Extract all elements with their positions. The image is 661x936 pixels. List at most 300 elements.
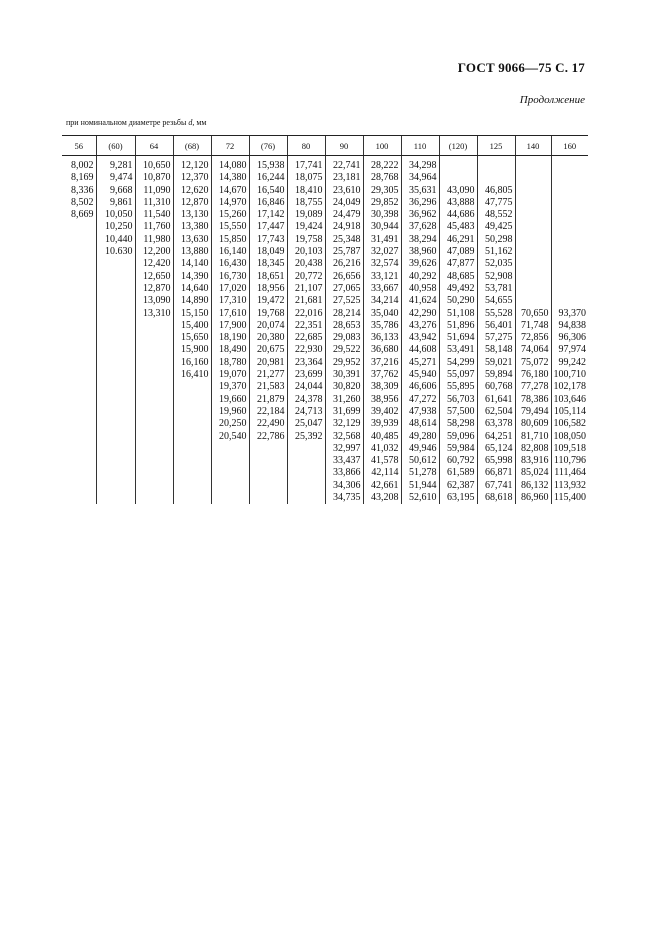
table-cell: 57,500: [439, 406, 477, 418]
table-cell: 13,880: [173, 246, 211, 258]
table-cell: 22,016: [287, 308, 325, 320]
table-header-row: [62, 136, 588, 156]
table-cell: [477, 156, 515, 173]
table-cell: 43,208: [363, 492, 401, 504]
table-row: [62, 332, 588, 344]
table-row: [62, 357, 588, 369]
table-cell: 43,888: [439, 197, 477, 209]
table-cell: 41,032: [363, 443, 401, 455]
table-cell: [211, 455, 249, 467]
table-cell: 21,681: [287, 295, 325, 307]
column-header: 72: [211, 136, 249, 156]
table-cell: 11,090: [135, 185, 173, 197]
table-cell: [515, 234, 551, 246]
table-cell: 51,108: [439, 308, 477, 320]
table-cell: [287, 467, 325, 479]
table-cell: [173, 431, 211, 443]
table-cell: [135, 381, 173, 393]
table-cell: 15,900: [173, 344, 211, 356]
table-cell: 83,916: [515, 455, 551, 467]
column-header: (120): [439, 136, 477, 156]
table-cell: 81,710: [515, 431, 551, 443]
table-cell: [249, 443, 287, 455]
table-cell: 20,103: [287, 246, 325, 258]
table-cell: 27,525: [325, 295, 363, 307]
table-cell: [287, 492, 325, 504]
table-row: [62, 394, 588, 406]
table-cell: 60,792: [439, 455, 477, 467]
table-cell: [96, 492, 135, 504]
table-cell: 56,401: [477, 320, 515, 332]
table-cell: 17,020: [211, 283, 249, 295]
table-cell: 74,064: [515, 344, 551, 356]
table-cell: [135, 431, 173, 443]
table-cell: [62, 357, 96, 369]
table-cell: [515, 258, 551, 270]
table-cell: [135, 480, 173, 492]
table-cell: 12,370: [173, 172, 211, 184]
table-cell: 105,114: [551, 406, 588, 418]
table-cell: 59,894: [477, 369, 515, 381]
table-row: [62, 246, 588, 258]
table-cell: [62, 221, 96, 233]
table-cell: 32,027: [363, 246, 401, 258]
table-cell: 19,960: [211, 406, 249, 418]
table-cell: 22,184: [249, 406, 287, 418]
table-cell: 39,402: [363, 406, 401, 418]
table-cell: 82,808: [515, 443, 551, 455]
table-cell: [135, 320, 173, 332]
table-cell: 102,178: [551, 381, 588, 393]
table-cell: [173, 406, 211, 418]
table-row: [62, 467, 588, 479]
table-cell: 47,272: [401, 394, 439, 406]
table-cell: 51,162: [477, 246, 515, 258]
table-cell: 61,589: [439, 467, 477, 479]
table-cell: 20,250: [211, 418, 249, 430]
table-cell: 94,838: [551, 320, 588, 332]
table-cell: 24,378: [287, 394, 325, 406]
table-cell: 59,021: [477, 357, 515, 369]
table-cell: 13,130: [173, 209, 211, 221]
table-cell: 28,214: [325, 308, 363, 320]
table-cell: [96, 308, 135, 320]
table-cell: [173, 480, 211, 492]
column-header: 125: [477, 136, 515, 156]
table-cell: 52,035: [477, 258, 515, 270]
table-cell: 53,491: [439, 344, 477, 356]
table-cell: 16,244: [249, 172, 287, 184]
table-cell: 36,962: [401, 209, 439, 221]
table-cell: 8,336: [71, 184, 94, 196]
table-cell: 51,944: [401, 480, 439, 492]
column-header: 160: [551, 136, 588, 156]
table-cell: [62, 283, 96, 295]
table-cell: 21,583: [249, 381, 287, 393]
table-cell: 30,944: [363, 221, 401, 233]
table-row: [62, 295, 588, 307]
table-cell: 17,310: [211, 295, 249, 307]
table-cell: [135, 332, 173, 344]
table-cell: 46,805: [477, 185, 515, 197]
table-cell: 43,942: [401, 332, 439, 344]
table-cell: 44,608: [401, 344, 439, 356]
table-cell: [62, 394, 96, 406]
table-cell: [515, 197, 551, 209]
table-row: [62, 431, 588, 443]
table-cell: 57,275: [477, 332, 515, 344]
table-cell: [62, 406, 96, 418]
table-row: [62, 480, 588, 492]
table-cell: 25,348: [325, 234, 363, 246]
table-row: [62, 308, 588, 320]
table-cell: 14,080: [211, 156, 249, 173]
table-cell: 34,298: [401, 156, 439, 173]
table-cell: 20,074: [249, 320, 287, 332]
table-cell: 18,345: [249, 258, 287, 270]
table-cell: 22,685: [287, 332, 325, 344]
page-header-title: ГОСТ 9066—75 С. 17: [457, 60, 585, 75]
table-cell: 46,291: [439, 234, 477, 246]
table-cell: 77,278: [515, 381, 551, 393]
table-cell: 35,631: [401, 185, 439, 197]
column-header: 80: [287, 136, 325, 156]
table-cell: [62, 234, 96, 246]
table-cell: 14,640: [173, 283, 211, 295]
table-cell: 60,768: [477, 381, 515, 393]
table-cell: 96,306: [551, 332, 588, 344]
table-cell: 12,650: [135, 271, 173, 283]
table-cell: 52,610: [401, 492, 439, 504]
table-cell: [96, 369, 135, 381]
table-cell: [515, 283, 551, 295]
table-cell: 18,651: [249, 271, 287, 283]
table-cell: [211, 480, 249, 492]
column-header: 90: [325, 136, 363, 156]
table-cell: [62, 308, 96, 320]
table-cell: 22,930: [287, 344, 325, 356]
table-cell: [62, 320, 96, 332]
table-cell: 30,398: [363, 209, 401, 221]
table-cell: 17,447: [249, 221, 287, 233]
table-cell: 37,762: [363, 369, 401, 381]
table-cell: [96, 295, 135, 307]
table-cell: [211, 467, 249, 479]
column-header: 140: [515, 136, 551, 156]
table-cell: 8,002: [71, 160, 94, 171]
table-cell: 70,650: [515, 308, 551, 320]
column-header: 110: [401, 136, 439, 156]
table-cell: 63,378: [477, 418, 515, 430]
table-cell: 31,260: [325, 394, 363, 406]
table-cell: 18,075: [287, 172, 325, 184]
table-cell: [515, 246, 551, 258]
table-cell: 19,424: [287, 221, 325, 233]
continuation-label: Продолжение: [519, 94, 585, 106]
table-cell: 25,787: [325, 246, 363, 258]
table-cell: [96, 418, 135, 430]
table-cell: 18,956: [249, 283, 287, 295]
table-cell: 19,370: [211, 381, 249, 393]
table-cell: 47,089: [439, 246, 477, 258]
table-cell: 15,650: [173, 332, 211, 344]
table-cell: [96, 406, 135, 418]
table-cell: [287, 480, 325, 492]
table-cell: 51,278: [401, 467, 439, 479]
table-cell: 50,298: [477, 234, 515, 246]
table-cell: 14,890: [173, 295, 211, 307]
table-cell: 16,730: [211, 271, 249, 283]
table-cell: 12,870: [173, 197, 211, 209]
table-cell: [515, 156, 551, 173]
table-cell: 16,410: [173, 369, 211, 381]
table-cell: 15,850: [211, 234, 249, 246]
table-cell: 40,958: [401, 283, 439, 295]
table-cell: 12,200: [135, 246, 173, 258]
table-cell: 18,410: [287, 185, 325, 197]
table-row: [62, 344, 588, 356]
table-cell: [173, 443, 211, 455]
table-cell: 11,760: [135, 221, 173, 233]
table-cell: 53,781: [477, 283, 515, 295]
table-cell: 42,114: [363, 467, 401, 479]
table-cell: 39,626: [401, 258, 439, 270]
table-cell: 17,741: [287, 156, 325, 173]
table-cell: 34,735: [325, 492, 363, 504]
table-cell: 15,150: [173, 308, 211, 320]
table-cell: 36,680: [363, 344, 401, 356]
table-cell: 19,089: [287, 209, 325, 221]
table-cell: 16,846: [249, 197, 287, 209]
caption-unit: , мм: [192, 118, 207, 127]
table-cell: 54,655: [477, 295, 515, 307]
table-cell: 18,190: [211, 332, 249, 344]
table-cell: 62,504: [477, 406, 515, 418]
table-cell: [96, 283, 135, 295]
table-cell: 61,641: [477, 394, 515, 406]
table-cell: [62, 467, 96, 479]
table-cell: 49,946: [401, 443, 439, 455]
table-cell: [62, 455, 96, 467]
table-cell: 15,550: [211, 221, 249, 233]
table-cell: 19,472: [249, 295, 287, 307]
table-cell: [551, 172, 588, 184]
table-cell: 51,896: [439, 320, 477, 332]
table-row: [62, 197, 588, 209]
table-cell: 38,294: [401, 234, 439, 246]
table-cell: 64,251: [477, 431, 515, 443]
table-cell: 21,879: [249, 394, 287, 406]
table-cell: 20,380: [249, 332, 287, 344]
column-header: (68): [173, 136, 211, 156]
table-body: [62, 156, 588, 505]
table-row: [62, 418, 588, 430]
table-cell: 50,612: [401, 455, 439, 467]
table-cell: 14,970: [211, 197, 249, 209]
table-caption: [66, 118, 206, 127]
table-cell: 25,392: [287, 431, 325, 443]
table-cell: 16,160: [173, 357, 211, 369]
table-cell: [96, 357, 135, 369]
table-cell: [96, 467, 135, 479]
table-cell: 27,065: [325, 283, 363, 295]
table-cell: 32,574: [363, 258, 401, 270]
table-cell: [96, 431, 135, 443]
table-row: [62, 185, 588, 197]
table-row: [62, 221, 588, 233]
table-cell: 62,387: [439, 480, 477, 492]
table-cell: 37,216: [363, 357, 401, 369]
table-cell: [96, 480, 135, 492]
table-cell: [249, 467, 287, 479]
table-cell: 50,290: [439, 295, 477, 307]
table-cell: 58,148: [477, 344, 515, 356]
table-cell: [96, 344, 135, 356]
table-cell: 49,492: [439, 283, 477, 295]
table-cell: 9,474: [96, 172, 135, 184]
table-cell: 29,852: [363, 197, 401, 209]
table-cell: 12,620: [173, 185, 211, 197]
table-cell: [62, 246, 96, 258]
table-cell: 24,479: [325, 209, 363, 221]
table-cell: 14,380: [211, 172, 249, 184]
table-cell: 100,710: [551, 369, 588, 381]
table-cell: [96, 320, 135, 332]
table-cell: 10,440: [96, 234, 135, 246]
table-cell: 16,430: [211, 258, 249, 270]
table-cell: 17,900: [211, 320, 249, 332]
table-row: [62, 258, 588, 270]
table-cell: 65,124: [477, 443, 515, 455]
table-cell: 36,133: [363, 332, 401, 344]
table-cell: [135, 344, 173, 356]
table-cell: 86,132: [515, 480, 551, 492]
table-cell: 79,494: [515, 406, 551, 418]
table-cell: 80,609: [515, 418, 551, 430]
table-cell: [135, 455, 173, 467]
table-cell: [515, 172, 551, 184]
table-cell: [135, 394, 173, 406]
table-cell: 29,305: [363, 185, 401, 197]
table-cell: [515, 271, 551, 283]
table-cell: 18,490: [211, 344, 249, 356]
table-cell: 19,768: [249, 308, 287, 320]
table-cell: 31,699: [325, 406, 363, 418]
table-cell: 32,568: [325, 431, 363, 443]
table-cell: 13,380: [173, 221, 211, 233]
table-row: [62, 443, 588, 455]
table-cell: [62, 271, 96, 283]
table-cell: 18,755: [287, 197, 325, 209]
table-cell: [135, 406, 173, 418]
table-cell: 44,686: [439, 209, 477, 221]
table-row: [62, 234, 588, 246]
table-cell: 16,140: [211, 246, 249, 258]
table-cell: 52,908: [477, 271, 515, 283]
table-cell: 33,437: [325, 455, 363, 467]
table-cell: 36,296: [401, 197, 439, 209]
table-cell: 99,242: [551, 357, 588, 369]
table-cell: [249, 455, 287, 467]
table-cell: 18,780: [211, 357, 249, 369]
table-cell: 28,653: [325, 320, 363, 332]
table-cell: 55,895: [439, 381, 477, 393]
table-cell: [515, 209, 551, 221]
table-cell: 24,044: [287, 381, 325, 393]
table-cell: [439, 156, 477, 173]
table-cell: 20,772: [287, 271, 325, 283]
table-cell: 35,040: [363, 308, 401, 320]
table-cell: 63,195: [439, 492, 477, 504]
table-cell: 23,699: [287, 369, 325, 381]
table-cell: 15,938: [249, 156, 287, 173]
table-cell: 13,310: [135, 308, 173, 320]
table-row: [62, 455, 588, 467]
table-cell: 23,610: [325, 185, 363, 197]
table-cell: 10,050: [96, 209, 135, 221]
table-cell: [551, 185, 588, 197]
table-cell: [551, 295, 588, 307]
table-cell: 17,610: [211, 308, 249, 320]
table-cell: 46,606: [401, 381, 439, 393]
table-cell: 97,974: [551, 344, 588, 356]
table-cell: 32,129: [325, 418, 363, 430]
table-cell: 115,400: [551, 492, 588, 504]
table-cell: 24,713: [287, 406, 325, 418]
table-cell: [62, 480, 96, 492]
table-cell: 113,932: [551, 480, 588, 492]
table-cell: 41,624: [401, 295, 439, 307]
table-cell: [551, 271, 588, 283]
table-cell: 45,940: [401, 369, 439, 381]
table-cell: 22,351: [287, 320, 325, 332]
table-cell: 55,528: [477, 308, 515, 320]
table-cell: [96, 258, 135, 270]
table-cell: 15,260: [211, 209, 249, 221]
table-cell: 33,121: [363, 271, 401, 283]
table-cell: 51,694: [439, 332, 477, 344]
table-cell: [62, 443, 96, 455]
table-cell: 11,980: [135, 234, 173, 246]
table-row: [62, 492, 588, 504]
table-cell: 78,386: [515, 394, 551, 406]
table-cell: [173, 467, 211, 479]
table-cell: 49,425: [477, 221, 515, 233]
table-row: [62, 369, 588, 381]
table-cell: 39,939: [363, 418, 401, 430]
table-cell: [211, 492, 249, 504]
table-cell: 21,277: [249, 369, 287, 381]
table-cell: 17,142: [249, 209, 287, 221]
table-cell: 106,582: [551, 418, 588, 430]
table-cell: [173, 418, 211, 430]
table-cell: [135, 418, 173, 430]
column-header: (60): [96, 136, 135, 156]
table-cell: [62, 258, 96, 270]
table-cell: [211, 443, 249, 455]
table-cell: [62, 418, 96, 430]
table-cell: 21,107: [287, 283, 325, 295]
table-cell: [551, 258, 588, 270]
table-cell: 9,281: [96, 156, 135, 173]
table-cell: 49,280: [401, 431, 439, 443]
table-cell: 72,856: [515, 332, 551, 344]
table-cell: 103,646: [551, 394, 588, 406]
table-cell: 22,490: [249, 418, 287, 430]
table-cell: [135, 467, 173, 479]
table-cell: 42,661: [363, 480, 401, 492]
table-cell: 45,483: [439, 221, 477, 233]
